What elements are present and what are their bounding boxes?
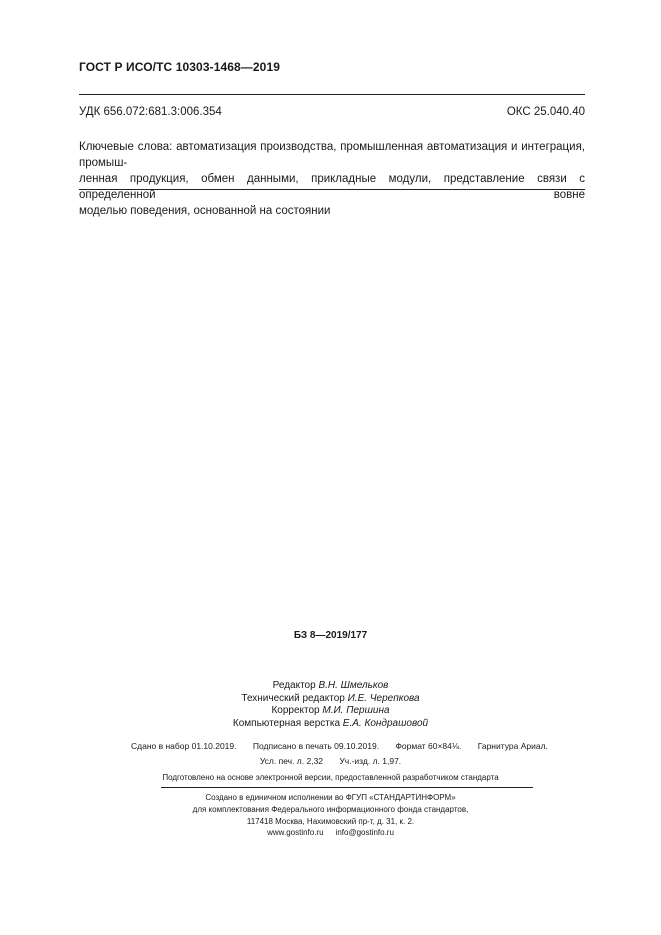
publisher-line: для комплектования Федерального информационного фонда стандартов, [192,804,469,814]
publisher-divider [161,787,533,788]
typeface: Гарнитура Ариал. [477,741,548,751]
email-link[interactable]: info@gostinfo.ru [335,828,394,837]
bz-number: БЗ 8—2019/177 [293,630,368,641]
keywords-paragraph [79,139,585,219]
document-code: ГОСТ Р ИСО/ТС 10303-1468—2019 [79,60,280,74]
publisher-block [0,792,661,815]
print-sheets: Усл. печ. л. 2,32 [259,756,324,766]
credit-name: Е.А. Кондрашовой [342,717,429,729]
credit-proofreader [0,705,661,718]
keywords-line: ленная продукция, обмен данными, прикладные модули, представление связи с определенной вовне [79,173,585,201]
credits-block [0,680,661,730]
print-sheets-line [0,756,661,766]
udc-code: УДК 656.072:681.3:006.354 [79,106,222,118]
credit-role: Редактор [272,680,316,691]
credit-editor [0,680,661,693]
paper-format: Формат 60×84⅛. [395,741,462,751]
credit-role: Технический редактор [241,692,345,704]
credit-tech-editor [0,693,661,706]
credit-name: И.Е. Черепкова [347,692,420,704]
credit-name: М.И. Першина [322,705,390,716]
submitted-date: Сдано в набор 01.10.2019. [131,741,237,751]
print-info-line [131,741,562,751]
address-block [0,816,661,838]
credit-name: В.Н. Шмельков [318,680,389,691]
publisher-sheets: Уч.-изд. л. 1,97. [339,756,402,766]
website-link[interactable]: www.gostinfo.ru [267,828,324,837]
oks-code: ОКС 25.040.40 [506,106,585,118]
keywords-line: моделью поведения, основанной на состоянии [79,205,331,217]
signed-date: Подписано в печать 09.10.2019. [252,741,380,751]
prepared-note: Подготовлено на основе электронной версии, предоставленной разработчиком стандарта [162,773,499,782]
top-divider [79,94,585,95]
postal-address: 117418 Москва, Нахимовский пр-т, д. 31, к. 2. [246,817,415,826]
publisher-line: Создано в единичном исполнении во ФГУП «СТАНДАРТИНФОРМ» [205,793,456,802]
keywords-line: Ключевые слова: автоматизация производства, промышленная автоматизация и интеграция, промыш- [79,141,585,169]
contacts-line [0,827,661,838]
credit-role: Компьютерная верстка [232,717,341,729]
credit-layout [0,718,661,731]
keywords-divider [79,189,585,190]
credit-role: Корректор [271,705,320,716]
